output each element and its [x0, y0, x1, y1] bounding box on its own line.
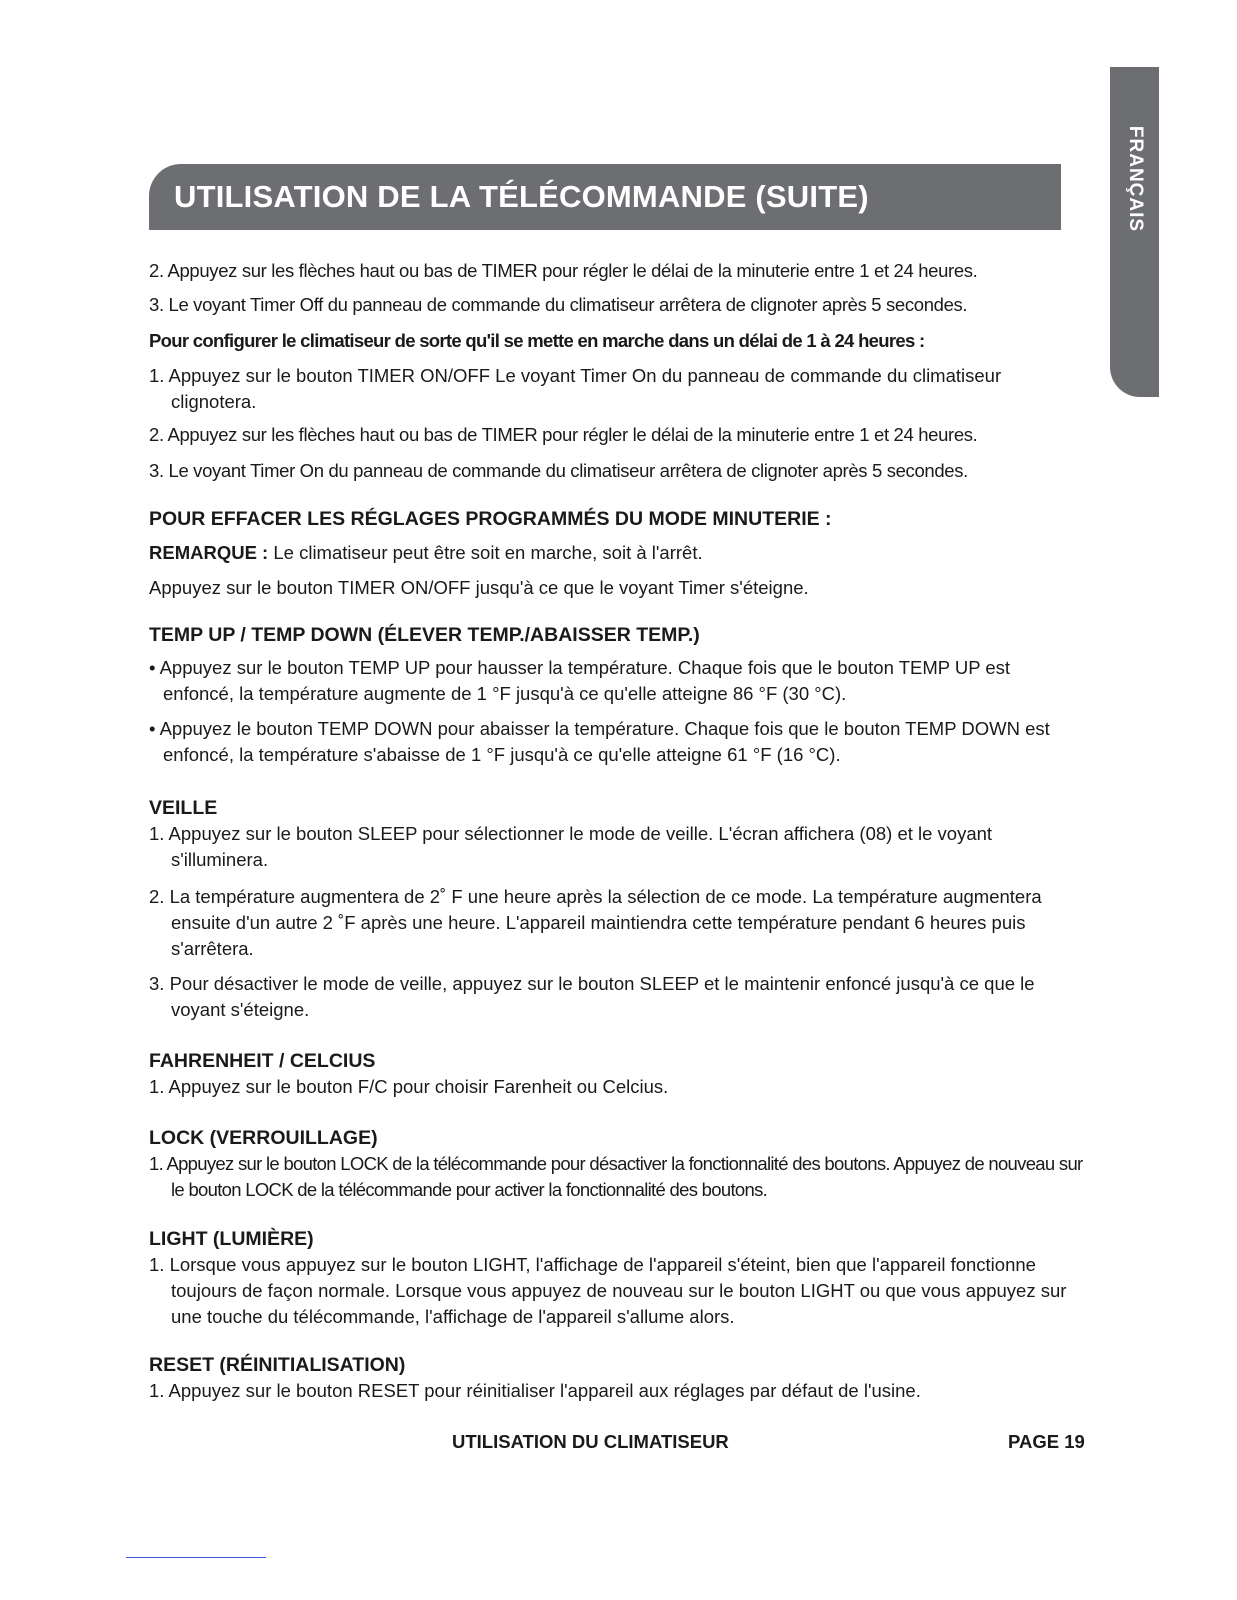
fahrenheit-step-1: 1. Appuyez sur le bouton F/C pour choisir Farenheit ou Celcius.	[149, 1076, 669, 1097]
footer-section-title: UTILISATION DU CLIMATISEUR	[452, 1431, 729, 1452]
footer-page-number: PAGE 19	[1008, 1431, 1085, 1452]
fahrenheit-heading: FAHRENHEIT / CELCIUS	[149, 1050, 376, 1072]
temp-bullet-down: • Appuyez le bouton TEMP DOWN pour abaisser la température. Chaque fois que le bouton TEMP DOWN est enfoncé, la température s'abaisse de 1 °F jusqu'à ce qu'elle atteigne 61 °F (16 °C).	[149, 718, 1050, 765]
clear-timer-heading: POUR EFFACER LES RÉGLAGES PROGRAMMÉS DU MODE MINUTERIE :	[149, 508, 832, 530]
timer-off-step-2: 2. Appuyez sur les flèches haut ou bas de TIMER pour régler le délai de la minuterie entre 1 et 24 heures.	[149, 260, 978, 281]
note-label: REMARQUE :	[149, 542, 269, 563]
page-title: UTILISATION DE LA TÉLÉCOMMANDE (SUITE)	[174, 179, 869, 214]
timer-on-step-2: 2. Appuyez sur les flèches haut ou bas de TIMER pour régler le délai de la minuterie entre 1 et 24 heures.	[149, 424, 978, 445]
sleep-heading: VEILLE	[149, 797, 218, 819]
timer-on-step-3: 3. Le voyant Timer On du panneau de commande du climatiseur arrêtera de clignoter après 5 secondes.	[149, 460, 968, 481]
sleep-step-3: 3. Pour désactiver le mode de veille, appuyez sur le bouton SLEEP et le maintenir enfoncé jusqu'à ce que le voyant s'éteigne.	[149, 973, 1035, 1020]
timer-on-intro: Pour configurer le climatiseur de sorte qu'il se mette en marche dans un délai de 1 à 24 heures :	[149, 330, 925, 351]
section-banner	[149, 164, 1061, 230]
clear-timer-note	[149, 540, 1064, 566]
language-tab-label: FRANÇAIS	[1124, 125, 1146, 233]
reset-heading: RESET (RÉINITIALISATION)	[149, 1354, 406, 1376]
light-step-1: 1. Lorsque vous appuyez sur le bouton LIGHT, l'affichage de l'appareil s'éteint, bien que l'appareil fonctionne toujours de façon normale. Lorsque vous appuyez de nouveau sur le bouton LIGHT ou que vous appuyez sur une touche du télécommande, l'affichage de l'appareil s'allume alors.	[149, 1254, 1067, 1327]
temp-bullet-up: • Appuyez sur le bouton TEMP UP pour hausser la température. Chaque fois que le bouton TEMP UP est enfoncé, la température augmente de 1 °F jusqu'à ce qu'elle atteigne 86 °F (30 °C).	[149, 657, 1011, 704]
temp-heading: TEMP UP / TEMP DOWN (ÉLEVER TEMP./ABAISSER TEMP.)	[149, 624, 700, 646]
lock-heading: LOCK (VERROUILLAGE)	[149, 1127, 378, 1149]
language-side-tab	[1110, 67, 1159, 397]
lock-step-1: 1. Appuyez sur le bouton LOCK de la télécommande pour désactiver la fonctionnalité des boutons. Appuyez de nouveau sur le bouton LOCK de la télécommande pour activer la fonctionnalité des boutons.	[149, 1153, 1083, 1200]
bottom-rule	[126, 1557, 266, 1558]
sleep-step-2: 2. La température augmentera de 2˚ F une heure après la sélection de ce mode. La température augmentera ensuite d'un autre 2 ˚F après une heure. L'appareil maintiendra cette température pendant 6 heures puis s'arrêtera.	[149, 886, 1042, 959]
light-heading: LIGHT (LUMIÈRE)	[149, 1228, 314, 1250]
timer-off-step-3: 3. Le voyant Timer Off du panneau de commande du climatiseur arrêtera de clignoter après 5 secondes.	[149, 294, 968, 315]
sleep-step-1: 1. Appuyez sur le bouton SLEEP pour sélectionner le mode de veille. L'écran affichera (08) et le voyant s'illuminera.	[149, 823, 993, 870]
main-content	[149, 258, 1083, 1404]
note-text: Le climatiseur peut être soit en marche, soit à l'arrêt.	[268, 542, 703, 563]
clear-timer-text: Appuyez sur le bouton TIMER ON/OFF jusqu'à ce que le voyant Timer s'éteigne.	[149, 577, 809, 598]
timer-on-step-1: 1. Appuyez sur le bouton TIMER ON/OFF Le voyant Timer On du panneau de commande du climatiseur clignotera.	[149, 365, 1002, 412]
reset-step-1: 1. Appuyez sur le bouton RESET pour réinitialiser l'appareil aux réglages par défaut de l'usine.	[149, 1380, 921, 1401]
